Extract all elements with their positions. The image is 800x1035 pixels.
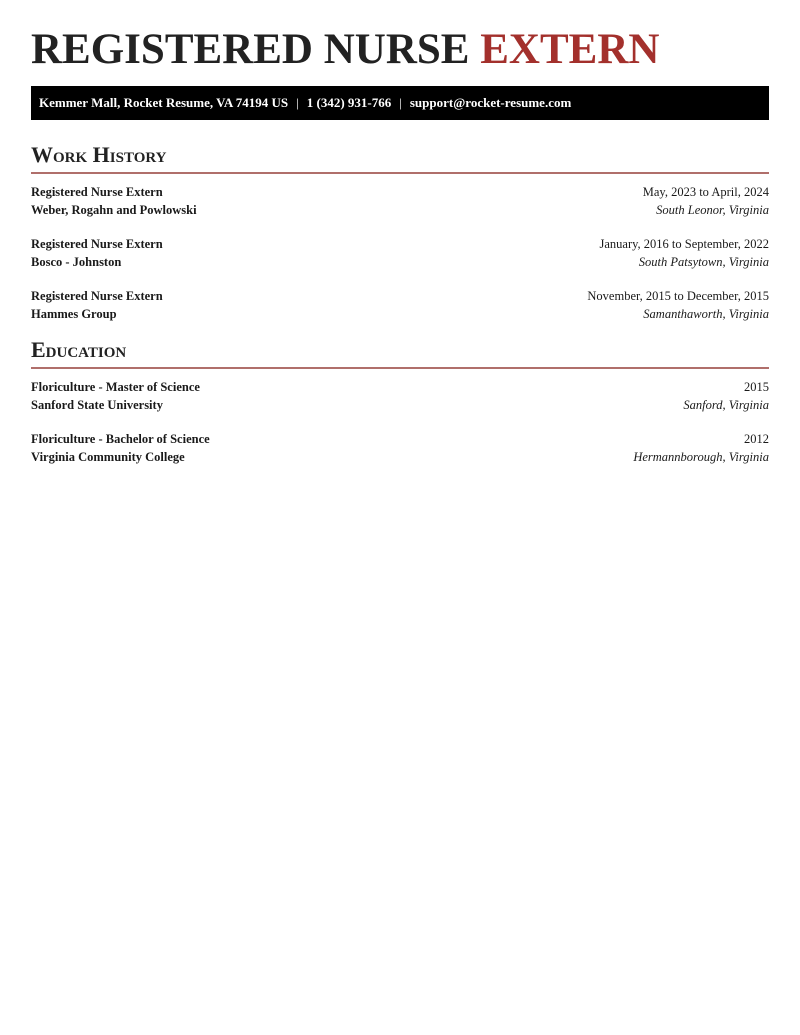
- work-history-section: [31, 142, 769, 323]
- work-position: Registered Nurse Extern: [31, 185, 163, 199]
- work-position: Registered Nurse Extern: [31, 237, 163, 251]
- education-section: [31, 337, 769, 466]
- contact-phone: 1 (342) 931-766: [306, 95, 392, 110]
- contact-bar: [31, 86, 769, 120]
- education-location: Sanford, Virginia: [683, 398, 769, 412]
- work-dates: January, 2016 to September, 2022: [599, 237, 769, 251]
- education-entry-top-row: [31, 430, 769, 448]
- work-dates: May, 2023 to April, 2024: [642, 185, 769, 199]
- education-entry: [31, 430, 769, 466]
- contact-address: Kemmer Mall, Rocket Resume, VA 74194 US: [39, 95, 289, 110]
- contact-email[interactable]: support@rocket-resume.com: [409, 95, 572, 110]
- work-entry-top-row: [31, 183, 769, 201]
- work-company: Weber, Rogahn and Powlowski: [31, 203, 197, 217]
- work-entry-bottom-row: [31, 305, 769, 323]
- education-entry-top-row: [31, 378, 769, 396]
- work-history-heading: Work History: [31, 142, 769, 174]
- education-degree: Floriculture - Bachelor of Science: [31, 432, 210, 446]
- title-accent: EXTERN: [480, 26, 660, 73]
- work-entry: [31, 287, 769, 323]
- work-location: Samanthaworth, Virginia: [643, 307, 769, 321]
- education-school: Sanford State University: [31, 398, 163, 412]
- work-dates: November, 2015 to December, 2015: [587, 289, 769, 303]
- contact-separator: |: [399, 95, 402, 110]
- work-entry-bottom-row: [31, 201, 769, 219]
- contact-separator: |: [296, 95, 299, 110]
- work-location: South Patsytown, Virginia: [638, 255, 769, 269]
- education-school: Virginia Community College: [31, 450, 185, 464]
- education-degree: Floriculture - Master of Science: [31, 380, 200, 394]
- work-location: South Leonor, Virginia: [656, 203, 769, 217]
- work-entry-top-row: [31, 235, 769, 253]
- education-year: 2015: [744, 380, 769, 394]
- work-entry-bottom-row: [31, 253, 769, 271]
- education-year: 2012: [744, 432, 769, 446]
- work-position: Registered Nurse Extern: [31, 289, 163, 303]
- work-entry: [31, 235, 769, 271]
- title-main: REGISTERED NURSE: [31, 26, 470, 73]
- education-entry-bottom-row: [31, 448, 769, 466]
- education-heading: Education: [31, 337, 769, 369]
- resume-title: [31, 0, 769, 86]
- work-entry: [31, 183, 769, 219]
- work-entry-top-row: [31, 287, 769, 305]
- work-company: Hammes Group: [31, 307, 117, 321]
- education-entry: [31, 378, 769, 414]
- work-company: Bosco - Johnston: [31, 255, 122, 269]
- education-location: Hermannborough, Virginia: [633, 450, 769, 464]
- education-entry-bottom-row: [31, 396, 769, 414]
